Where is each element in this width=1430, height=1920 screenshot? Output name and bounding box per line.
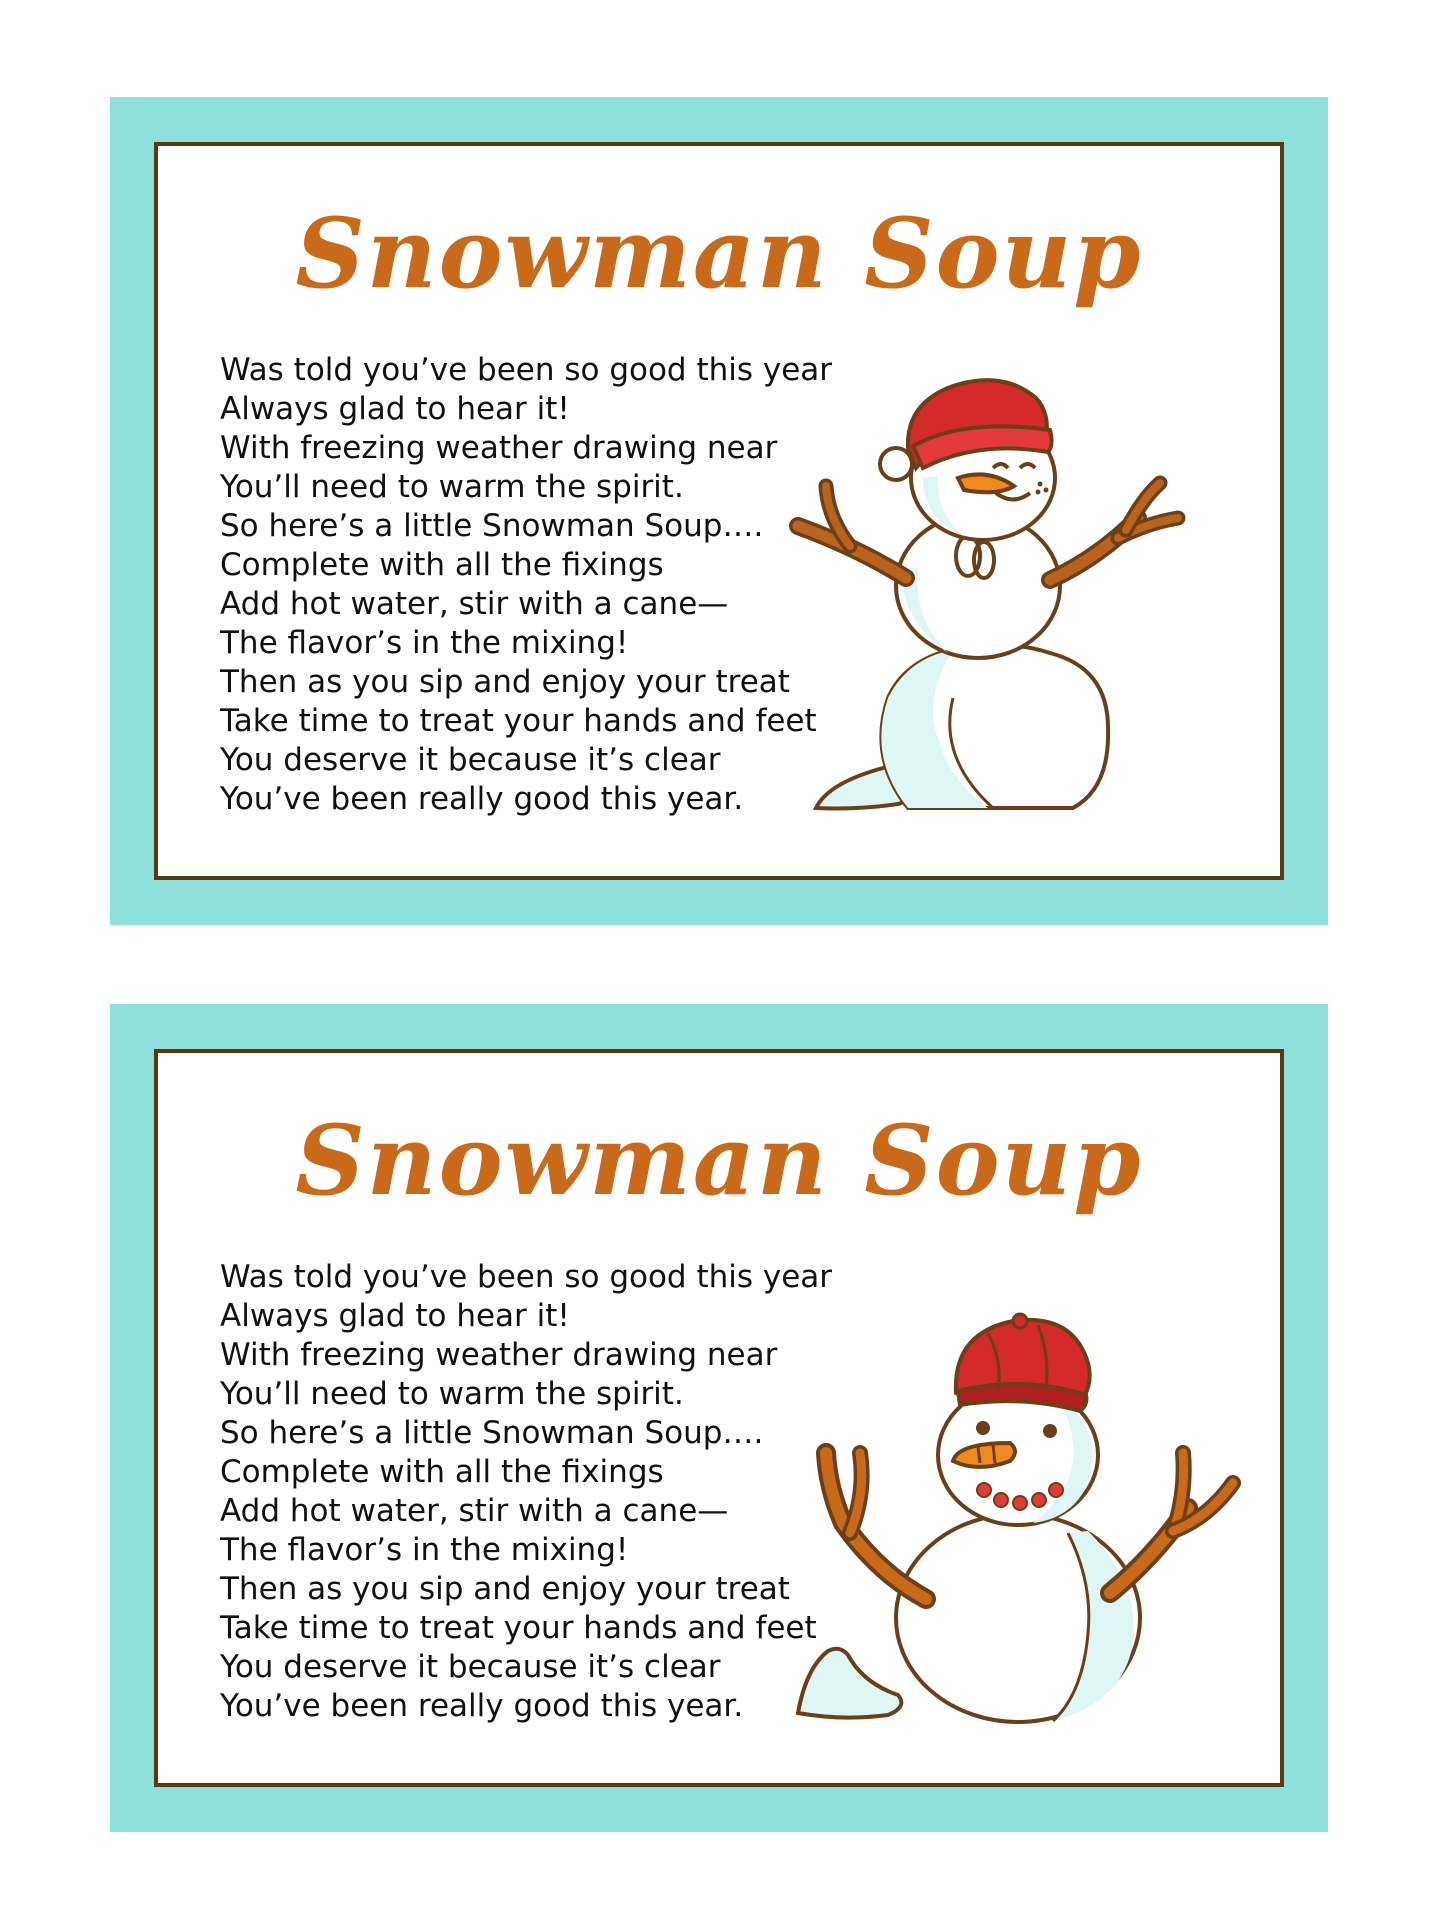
poem-line: You’ll need to warm the spirit. — [220, 1376, 684, 1412]
poem-line: Was told you’ve been so good this year — [220, 1259, 833, 1295]
poem — [220, 1258, 832, 1726]
poem-line: You’ll need to warm the spirit. — [220, 469, 684, 505]
poem — [220, 351, 832, 819]
card-title: Snowman Soup — [295, 197, 1143, 310]
poem-line: With freezing weather drawing near — [220, 1337, 778, 1373]
poem-line: Then as you sip and enjoy your treat — [220, 664, 790, 700]
poem-line: The flavor’s in the mixing! — [220, 625, 629, 661]
poem-line: Then as you sip and enjoy your treat — [220, 1571, 790, 1607]
poem-line: So here’s a little Snowman Soup…. — [220, 508, 764, 544]
poem-line: Take time to treat your hands and feet — [220, 703, 817, 739]
poem-line: Always glad to hear it! — [220, 391, 570, 427]
snowman-cap-icon — [788, 1283, 1248, 1743]
poem-line: With freezing weather drawing near — [220, 430, 778, 466]
poem-line: The flavor’s in the mixing! — [220, 1532, 629, 1568]
poem-line: Complete with all the fixings — [220, 1454, 664, 1490]
poem-line: You’ve been really good this year. — [220, 1688, 744, 1724]
snowman-santa-hat-icon — [788, 368, 1248, 828]
card-top — [110, 97, 1328, 925]
card-bottom — [110, 1004, 1328, 1832]
card-frame — [154, 142, 1284, 880]
poem-line: Take time to treat your hands and feet — [220, 1610, 817, 1646]
poem-line: You deserve it because it’s clear — [220, 1649, 721, 1685]
card-frame — [154, 1049, 1284, 1787]
poem-line: Complete with all the fixings — [220, 547, 664, 583]
poem-line: Was told you’ve been so good this year — [220, 352, 833, 388]
poem-line: So here’s a little Snowman Soup…. — [220, 1415, 764, 1451]
card-title: Snowman Soup — [295, 1104, 1143, 1217]
poem-line: Add hot water, stir with a cane— — [220, 1493, 729, 1529]
poem-line: You deserve it because it’s clear — [220, 742, 721, 778]
poem-line: Add hot water, stir with a cane— — [220, 586, 729, 622]
poem-line: You’ve been really good this year. — [220, 781, 744, 817]
poem-line: Always glad to hear it! — [220, 1298, 570, 1334]
